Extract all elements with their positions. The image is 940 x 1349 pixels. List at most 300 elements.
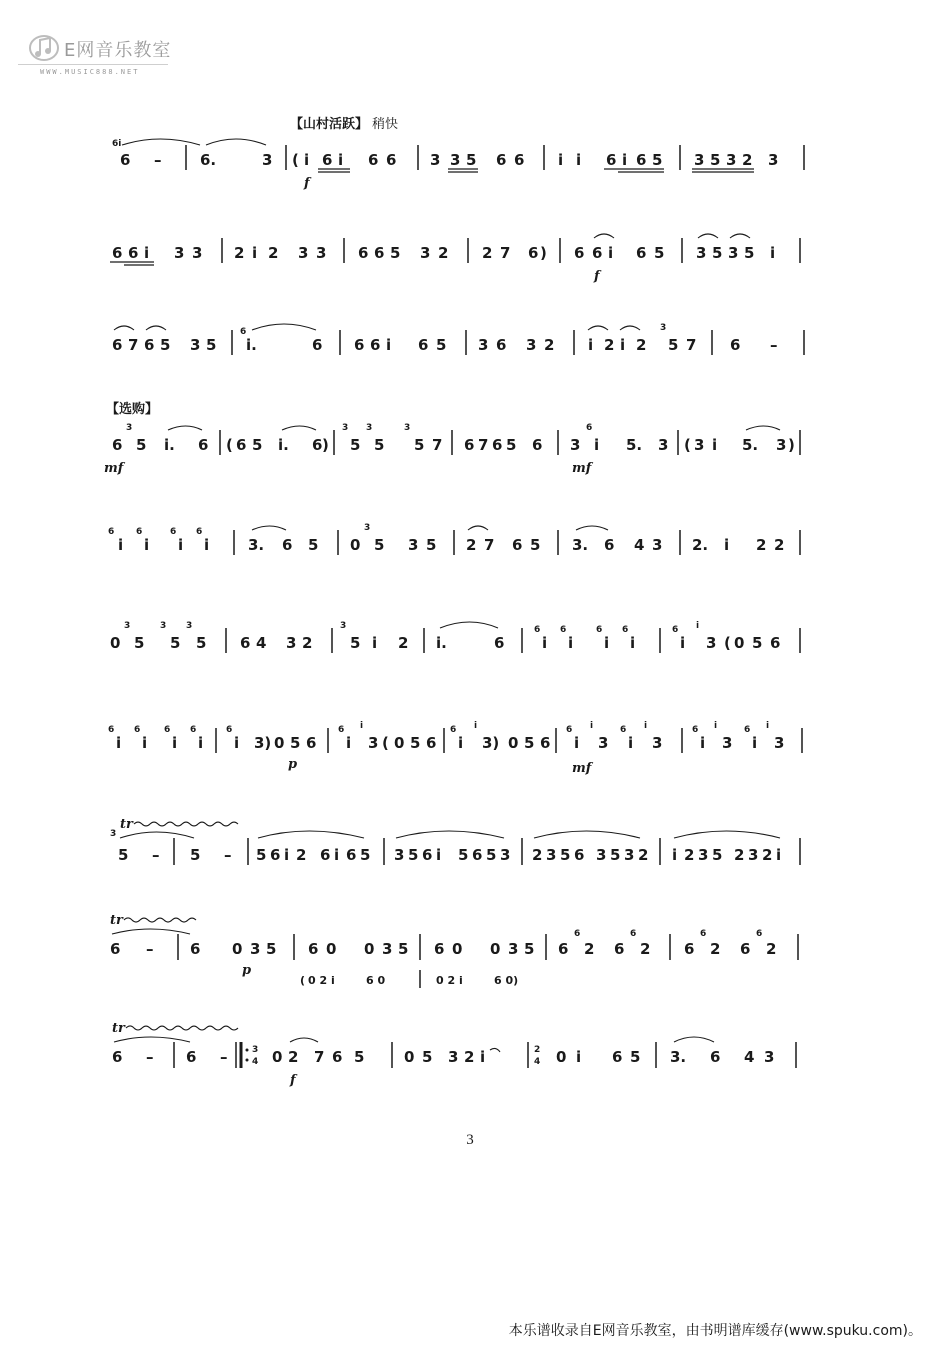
svg-text:6: 6 [112, 1048, 123, 1066]
svg-text:tr: tr [112, 1021, 125, 1036]
svg-text:i: i [360, 721, 364, 731]
svg-text:3: 3 [408, 536, 419, 554]
section-heading-1 [290, 113, 398, 132]
svg-text:5: 5 [136, 436, 147, 454]
svg-text:i: i [776, 846, 782, 864]
footer-credit: 本乐谱收录自E网音乐教室，由书明谱库缓存(www.spuku.com)。 [508, 1323, 922, 1339]
svg-text:3: 3 [694, 151, 705, 169]
svg-text:3: 3 [478, 336, 489, 354]
svg-text:3: 3 [382, 940, 393, 958]
svg-text:6: 6 [464, 436, 475, 454]
svg-text:6: 6 [604, 536, 615, 554]
svg-text:i: i [372, 634, 378, 652]
svg-text:3: 3 [404, 423, 411, 433]
svg-text:6: 6 [574, 846, 585, 864]
svg-text:7: 7 [314, 1048, 325, 1066]
svg-text:–: – [220, 1048, 228, 1066]
svg-text:6: 6 [744, 725, 751, 735]
svg-text:3: 3 [110, 829, 117, 839]
svg-text:6: 6 [108, 725, 115, 735]
svg-text:2: 2 [684, 846, 695, 864]
svg-text:6: 6 [240, 634, 251, 652]
svg-text:6: 6 [450, 725, 457, 735]
svg-text:3: 3 [774, 734, 785, 752]
watermark-title: E网音乐教室 [64, 40, 172, 61]
svg-text:3: 3 [776, 436, 787, 454]
svg-text:6: 6 [128, 244, 139, 262]
svg-text:5: 5 [712, 846, 723, 864]
svg-text:f: f [290, 1073, 296, 1088]
svg-text:5: 5 [530, 536, 541, 554]
svg-text:3: 3 [658, 436, 669, 454]
svg-text:3: 3 [706, 634, 717, 652]
svg-text:i: i [608, 244, 614, 262]
svg-text:–: – [154, 151, 162, 169]
svg-text:3: 3 [698, 846, 709, 864]
svg-text:6: 6 [700, 929, 707, 939]
svg-text:2: 2 [756, 536, 767, 554]
svg-text:(: ( [684, 436, 691, 454]
svg-text:i.: i. [246, 336, 257, 354]
svg-text:6: 6 [592, 244, 603, 262]
svg-text:5: 5 [414, 436, 425, 454]
svg-text:5: 5 [610, 846, 621, 864]
svg-text:2: 2 [734, 846, 745, 864]
svg-text:0: 0 [364, 940, 375, 958]
svg-text:5: 5 [426, 536, 437, 554]
svg-text:i: i [696, 621, 700, 631]
svg-text:6: 6 [282, 536, 293, 554]
svg-text:i: i [284, 846, 290, 864]
svg-text:6 0): 6 0) [494, 974, 519, 987]
svg-text:6: 6 [386, 151, 397, 169]
svg-text:i: i [590, 721, 594, 731]
svg-text:6: 6 [560, 625, 567, 635]
svg-text:3: 3 [450, 151, 461, 169]
svg-text:tr: tr [110, 913, 123, 928]
svg-text:6: 6 [110, 940, 121, 958]
svg-text:6: 6 [496, 151, 507, 169]
svg-text:6: 6 [730, 336, 741, 354]
svg-text:6: 6 [532, 436, 543, 454]
svg-text:5: 5 [654, 244, 665, 262]
svg-text:0: 0 [556, 1048, 567, 1066]
svg-text:2: 2 [636, 336, 647, 354]
svg-text:5: 5 [374, 436, 385, 454]
svg-text:3: 3 [748, 846, 759, 864]
svg-text:i: i [604, 634, 610, 652]
svg-text:2.: 2. [692, 536, 709, 554]
svg-text:0: 0 [326, 940, 337, 958]
svg-text:i: i [630, 634, 636, 652]
staff-line-6 [0, 618, 940, 678]
svg-text:3): 3) [254, 734, 272, 752]
svg-text:i: i [712, 436, 718, 454]
svg-text:6: 6 [186, 1048, 197, 1066]
svg-text:3: 3 [570, 436, 581, 454]
svg-text:3: 3 [694, 436, 705, 454]
svg-text:2: 2 [234, 244, 245, 262]
svg-text:6: 6 [226, 725, 233, 735]
svg-text:6: 6 [240, 327, 247, 337]
svg-text:6: 6 [108, 527, 115, 537]
svg-text:6 0: 6 0 [366, 974, 386, 987]
svg-text:6: 6 [198, 436, 209, 454]
svg-text:–: – [146, 940, 154, 958]
svg-text:6: 6 [614, 940, 625, 958]
svg-text:0 2 i: 0 2 i [308, 974, 335, 987]
watermark-url: WWW.MUSIC888.NET [40, 68, 140, 76]
svg-text:p: p [242, 963, 252, 978]
svg-text:4: 4 [534, 1057, 541, 1067]
svg-text:): ) [540, 244, 547, 262]
svg-text:5: 5 [350, 436, 361, 454]
svg-text:4: 4 [256, 634, 267, 652]
svg-text:7: 7 [128, 336, 139, 354]
svg-text:i: i [144, 536, 150, 554]
svg-text:6: 6 [514, 151, 525, 169]
svg-text:6: 6 [358, 244, 369, 262]
svg-text:6: 6 [136, 527, 143, 537]
svg-text:6: 6 [144, 336, 155, 354]
svg-text:6: 6 [346, 846, 357, 864]
svg-text:6i: 6i [112, 139, 122, 149]
svg-text:3: 3 [526, 336, 537, 354]
svg-text:): ) [322, 436, 329, 454]
svg-text:mf: mf [104, 461, 124, 476]
svg-text:3: 3 [596, 846, 607, 864]
svg-text:i: i [142, 734, 148, 752]
svg-text:3: 3 [722, 734, 733, 752]
svg-text:6: 6 [322, 151, 333, 169]
svg-text:0: 0 [490, 940, 501, 958]
svg-text:3: 3 [186, 621, 193, 631]
svg-text:0: 0 [508, 734, 519, 752]
svg-text:3.: 3. [572, 536, 589, 554]
svg-text:2: 2 [640, 940, 651, 958]
svg-text:i: i [458, 734, 464, 752]
svg-text:3: 3 [430, 151, 441, 169]
svg-text:6: 6 [574, 929, 581, 939]
svg-text:3: 3 [368, 734, 379, 752]
svg-text:7: 7 [432, 436, 443, 454]
svg-text:6: 6 [426, 734, 437, 752]
svg-text:0: 0 [110, 634, 121, 652]
svg-text:i: i [480, 1048, 486, 1066]
svg-text:5: 5 [652, 151, 663, 169]
svg-text:i: i [144, 244, 150, 262]
svg-text:6: 6 [370, 336, 381, 354]
svg-text:0: 0 [232, 940, 243, 958]
svg-text:6: 6 [320, 846, 331, 864]
svg-text:0 2 i: 0 2 i [436, 974, 463, 987]
svg-text:6: 6 [620, 725, 627, 735]
svg-text:2: 2 [398, 634, 409, 652]
svg-text:6: 6 [306, 734, 317, 752]
svg-text:3: 3 [340, 621, 347, 631]
svg-text:i: i [622, 151, 628, 169]
svg-text:i.: i. [164, 436, 175, 454]
svg-text:5: 5 [466, 151, 477, 169]
svg-text:5: 5 [190, 846, 201, 864]
svg-text:3: 3 [652, 536, 663, 554]
svg-text:6: 6 [770, 634, 781, 652]
svg-text:6: 6 [710, 1048, 721, 1066]
svg-text:2: 2 [766, 940, 777, 958]
section-tempo: 稍快 [372, 117, 399, 132]
svg-text:): ) [788, 436, 795, 454]
svg-text:–: – [224, 846, 232, 864]
svg-text:6: 6 [672, 625, 679, 635]
svg-text:i: i [118, 536, 124, 554]
svg-text:6: 6 [190, 940, 201, 958]
svg-text:0: 0 [394, 734, 405, 752]
svg-text:6: 6 [540, 734, 551, 752]
svg-text:i: i [198, 734, 204, 752]
svg-text:3: 3 [546, 846, 557, 864]
svg-text:3: 3 [500, 846, 511, 864]
svg-text:i.: i. [436, 634, 447, 652]
svg-text:3: 3 [366, 423, 373, 433]
svg-text:2: 2 [288, 1048, 299, 1066]
svg-text:5: 5 [668, 336, 679, 354]
staff-line-10 [0, 1022, 940, 1092]
svg-text:i: i [714, 721, 718, 731]
staff-line-5 [0, 520, 940, 580]
music-note-logo-icon [28, 32, 62, 62]
staff-line-4 [0, 420, 940, 480]
svg-text:i: i [386, 336, 392, 354]
svg-text:2: 2 [268, 244, 279, 262]
svg-text:i: i [576, 1048, 582, 1066]
svg-text:i: i [204, 536, 210, 554]
svg-text:6: 6 [566, 725, 573, 735]
svg-text:3: 3 [124, 621, 131, 631]
svg-text:i: i [338, 151, 344, 169]
svg-text:6: 6 [308, 940, 319, 958]
svg-text:3: 3 [286, 634, 297, 652]
svg-text:2: 2 [534, 1045, 541, 1055]
svg-text:(: ( [300, 974, 306, 987]
svg-text:i.: i. [278, 436, 289, 454]
svg-text:3: 3 [728, 244, 739, 262]
svg-text:5: 5 [350, 634, 361, 652]
svg-text:6: 6 [596, 625, 603, 635]
svg-text:0: 0 [274, 734, 285, 752]
svg-text:3: 3 [364, 523, 371, 533]
svg-text:0: 0 [452, 940, 463, 958]
svg-text:i: i [752, 734, 758, 752]
svg-text:6: 6 [756, 929, 763, 939]
svg-text:6: 6 [164, 725, 171, 735]
svg-text:6: 6 [196, 527, 203, 537]
svg-text:3: 3 [764, 1048, 775, 1066]
svg-text:0: 0 [350, 536, 361, 554]
svg-text:2: 2 [438, 244, 449, 262]
svg-text:5: 5 [118, 846, 129, 864]
svg-text:5: 5 [524, 940, 535, 958]
svg-text:5: 5 [560, 846, 571, 864]
svg-text:5: 5 [422, 1048, 433, 1066]
svg-text:5: 5 [390, 244, 401, 262]
svg-text:7: 7 [500, 244, 511, 262]
svg-text:2: 2 [464, 1048, 475, 1066]
svg-text:5: 5 [712, 244, 723, 262]
svg-text:3: 3 [420, 244, 431, 262]
svg-text:i: i [644, 721, 648, 731]
svg-text:5: 5 [360, 846, 371, 864]
svg-text:6: 6 [368, 151, 379, 169]
svg-text:3: 3 [262, 151, 273, 169]
svg-text:6: 6 [558, 940, 569, 958]
svg-text:2: 2 [710, 940, 721, 958]
svg-text:5: 5 [436, 336, 447, 354]
svg-text:6: 6 [606, 151, 617, 169]
svg-text:2: 2 [584, 940, 595, 958]
svg-text:2: 2 [296, 846, 307, 864]
svg-text:(: ( [226, 436, 233, 454]
svg-text:i: i [574, 734, 580, 752]
svg-text:3: 3 [660, 323, 667, 333]
svg-text:i: i [576, 151, 582, 169]
svg-text:i: i [620, 336, 626, 354]
svg-text:i: i [568, 634, 574, 652]
svg-text:6: 6 [312, 336, 323, 354]
svg-text:i: i [558, 151, 564, 169]
svg-text:5: 5 [408, 846, 419, 864]
svg-text:i: i [594, 436, 600, 454]
svg-text:6: 6 [170, 527, 177, 537]
svg-text:4: 4 [744, 1048, 755, 1066]
svg-text:6: 6 [684, 940, 695, 958]
svg-text:3.: 3. [248, 536, 265, 554]
svg-text:6: 6 [492, 436, 503, 454]
svg-text:6: 6 [622, 625, 629, 635]
svg-text:3: 3 [250, 940, 261, 958]
svg-text:6: 6 [112, 336, 123, 354]
svg-text:5: 5 [134, 634, 145, 652]
svg-text:3.: 3. [670, 1048, 687, 1066]
svg-text:6: 6 [740, 940, 751, 958]
svg-text:i: i [172, 734, 178, 752]
svg-text:3: 3 [394, 846, 405, 864]
svg-text:i: i [724, 536, 730, 554]
section-name: 【山村活跃】 [290, 117, 369, 132]
svg-text:6: 6 [692, 725, 699, 735]
svg-text:5: 5 [744, 244, 755, 262]
watermark-divider [18, 64, 168, 65]
staff-line-2 [0, 228, 940, 288]
svg-text:6: 6 [374, 244, 385, 262]
svg-text:2: 2 [604, 336, 615, 354]
svg-text:2: 2 [638, 846, 649, 864]
svg-text:5: 5 [256, 846, 267, 864]
svg-text:3: 3 [448, 1048, 459, 1066]
svg-text:3): 3) [482, 734, 500, 752]
svg-text:5: 5 [266, 940, 277, 958]
svg-text:6: 6 [472, 846, 483, 864]
svg-text:6: 6 [418, 336, 429, 354]
svg-text:6: 6 [190, 725, 197, 735]
staff-line-1 [0, 135, 940, 195]
svg-text:3: 3 [342, 423, 349, 433]
svg-text:5: 5 [486, 846, 497, 864]
svg-text:2: 2 [762, 846, 773, 864]
svg-text:–: – [146, 1048, 154, 1066]
svg-text:tr: tr [120, 817, 133, 832]
svg-text:4: 4 [252, 1057, 259, 1067]
svg-text:i: i [680, 634, 686, 652]
svg-text:6: 6 [636, 244, 647, 262]
svg-text:6: 6 [574, 244, 585, 262]
staff-line-8 [0, 817, 940, 880]
svg-text:(: ( [382, 734, 389, 752]
svg-text:i: i [770, 244, 776, 262]
svg-text:7: 7 [484, 536, 495, 554]
svg-text:6: 6 [422, 846, 433, 864]
svg-text:6: 6 [354, 336, 365, 354]
svg-text:6: 6 [120, 151, 131, 169]
svg-text:2: 2 [482, 244, 493, 262]
svg-text:7: 7 [686, 336, 697, 354]
time-sig-3-4: 3 [252, 1045, 259, 1055]
svg-text:3: 3 [192, 244, 203, 262]
svg-text:6: 6 [612, 1048, 623, 1066]
svg-text:5: 5 [170, 634, 181, 652]
svg-text:i: i [628, 734, 634, 752]
svg-text:3: 3 [174, 244, 185, 262]
svg-text:6: 6 [512, 536, 523, 554]
section-name: 【选购】 [106, 402, 159, 417]
svg-text:i: i [234, 734, 240, 752]
svg-text:6: 6 [630, 929, 637, 939]
svg-text:f: f [594, 269, 600, 284]
svg-text:6: 6 [496, 336, 507, 354]
svg-text:–: – [152, 846, 160, 864]
svg-text:–: – [770, 336, 778, 354]
svg-text:5: 5 [374, 536, 385, 554]
svg-text:5: 5 [308, 536, 319, 554]
svg-text:i: i [304, 151, 310, 169]
svg-text:mf: mf [572, 761, 592, 776]
svg-text:5: 5 [506, 436, 517, 454]
svg-text:mf: mf [572, 461, 592, 476]
svg-text:6: 6 [112, 436, 123, 454]
staff-line-3 [0, 320, 940, 380]
svg-text:3: 3 [508, 940, 519, 958]
svg-text:5: 5 [398, 940, 409, 958]
svg-text:3: 3 [298, 244, 309, 262]
svg-text:6.: 6. [200, 151, 217, 169]
svg-text:i: i [252, 244, 258, 262]
svg-text:5.: 5. [742, 436, 759, 454]
svg-text:5: 5 [630, 1048, 641, 1066]
svg-text:i: i [588, 336, 594, 354]
svg-text:4: 4 [634, 536, 645, 554]
svg-text:5: 5 [206, 336, 217, 354]
svg-text:2: 2 [532, 846, 543, 864]
svg-text:6: 6 [112, 244, 123, 262]
watermark [18, 24, 178, 84]
svg-text:6: 6 [434, 940, 445, 958]
svg-text:i: i [542, 634, 548, 652]
svg-text:i: i [436, 846, 442, 864]
svg-text:6: 6 [134, 725, 141, 735]
svg-text:5: 5 [524, 734, 535, 752]
svg-text:2: 2 [466, 536, 477, 554]
svg-text:3: 3 [160, 621, 167, 631]
svg-text:i: i [700, 734, 706, 752]
